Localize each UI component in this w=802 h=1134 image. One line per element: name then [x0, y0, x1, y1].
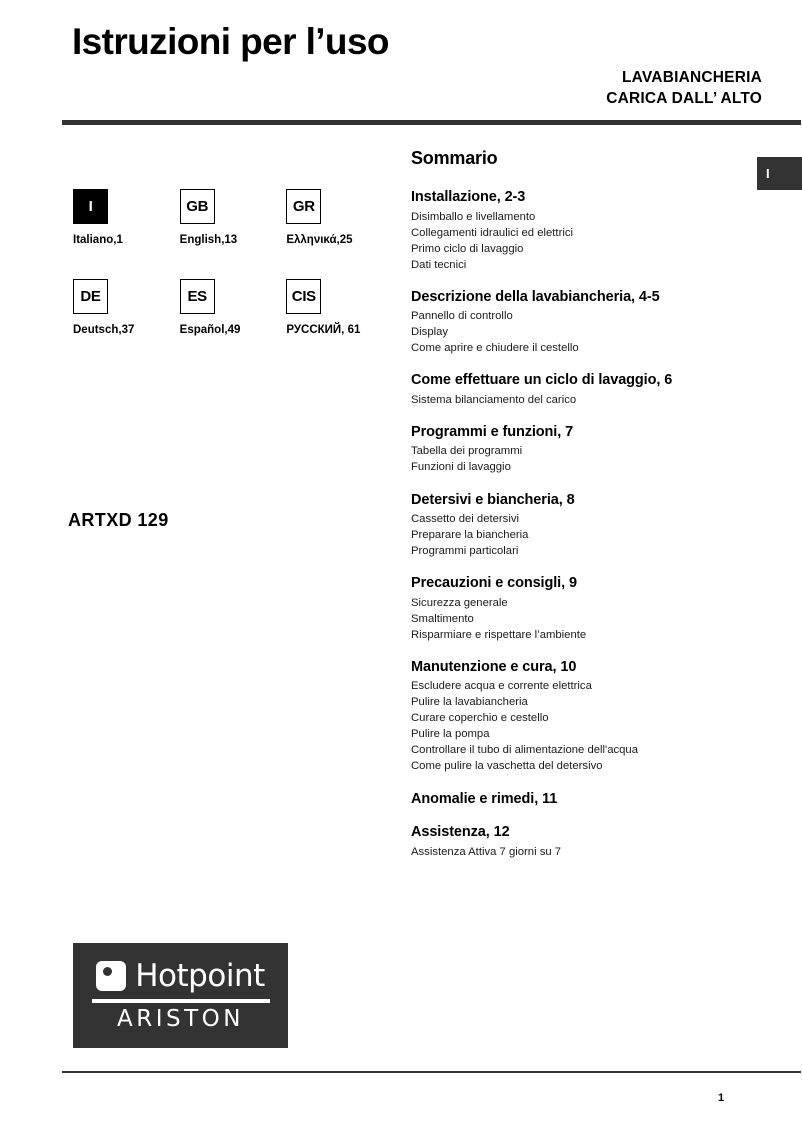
- toc-item[interactable]: Controllare il tubo di alimentazione dell'acqua: [411, 744, 638, 757]
- language-name-label: English,13: [179, 234, 238, 246]
- toc-item[interactable]: Assistenza Attiva 7 giorni su 7: [411, 845, 562, 858]
- toc-item[interactable]: Tabella dei programmi: [411, 445, 523, 458]
- toc-section: [411, 188, 751, 273]
- language-entry-gr[interactable]: [286, 189, 393, 246]
- toc-section-list: [411, 188, 751, 860]
- language-code-badge: I: [73, 189, 108, 224]
- language-code-badge: DE: [73, 279, 108, 314]
- product-type-line-1: LAVABIANCHERIA: [622, 69, 762, 86]
- language-code-badge: CIS: [286, 279, 321, 314]
- toc-item[interactable]: Come pulire la vaschetta del detersivo: [411, 760, 603, 773]
- hotpoint-square-icon: [96, 961, 126, 991]
- toc-item[interactable]: Preparare la biancheria: [411, 529, 529, 542]
- language-row: [73, 279, 393, 336]
- footer-divider: [62, 1071, 801, 1073]
- toc-section-heading[interactable]: Programmi e funzioni, 7: [411, 423, 574, 440]
- toc-item[interactable]: Funzioni di lavaggio: [411, 461, 511, 474]
- language-tab-label: I: [766, 166, 770, 181]
- toc-section-heading[interactable]: Assistenza, 12: [411, 824, 510, 841]
- toc-item[interactable]: Display: [411, 326, 449, 339]
- toc-item[interactable]: Curare coperchio e cestello: [411, 712, 549, 725]
- toc-section-heading[interactable]: Precauzioni e consigli, 9: [411, 575, 577, 592]
- toc-item[interactable]: Primo ciclo di lavaggio: [411, 242, 524, 255]
- language-name-label: РУССКИЙ, 61: [286, 324, 361, 336]
- product-type-line-2: CARICA DALL’ ALTO: [606, 89, 762, 107]
- language-name-label: Ελληνικά,25: [286, 234, 353, 246]
- toc-item[interactable]: Sicurezza generale: [411, 596, 508, 609]
- toc-section: [411, 288, 751, 357]
- language-index-grid: [73, 189, 393, 369]
- toc-section-heading[interactable]: Come effettuare un ciclo di lavaggio, 6: [411, 372, 673, 389]
- language-entry-de[interactable]: [73, 279, 180, 336]
- toc-item[interactable]: Dati tecnici: [411, 258, 467, 271]
- toc-item[interactable]: Smaltimento: [411, 612, 474, 625]
- page-number: 1: [718, 1092, 725, 1104]
- logo-primary-row: [96, 957, 265, 994]
- toc-section: [411, 574, 751, 643]
- table-of-contents: [411, 148, 751, 875]
- toc-item[interactable]: Collegamenti idraulici ed elettrici: [411, 226, 573, 239]
- page-title: Istruzioni per l’uso: [72, 21, 389, 62]
- toc-section-heading[interactable]: Manutenzione e cura, 10: [411, 658, 577, 675]
- logo-divider: [92, 999, 270, 1003]
- language-name-label: Español,49: [179, 324, 241, 336]
- model-code: ARTXD 129: [68, 510, 169, 530]
- language-row: [73, 189, 393, 246]
- toc-item[interactable]: Disimballo e livellamento: [411, 210, 536, 223]
- brand-logo: [73, 943, 288, 1048]
- language-code-badge: GB: [180, 189, 215, 224]
- toc-section-heading[interactable]: Installazione, 2-3: [411, 189, 526, 205]
- language-code-badge: GR: [286, 189, 321, 224]
- toc-section: [411, 491, 751, 560]
- toc-title: Sommario: [411, 148, 498, 168]
- language-entry-cis[interactable]: [286, 279, 393, 336]
- toc-section: [411, 823, 751, 860]
- header-divider: [62, 120, 801, 125]
- toc-item[interactable]: Come aprire e chiudere il cestello: [411, 342, 579, 355]
- toc-item[interactable]: Programmi particolari: [411, 545, 519, 558]
- toc-section: [411, 423, 751, 476]
- toc-section-heading[interactable]: Detersivi e biancheria, 8: [411, 491, 575, 508]
- toc-item[interactable]: Sistema bilanciamento del carico: [411, 393, 577, 406]
- toc-section-heading[interactable]: Anomalie e rimedi, 11: [411, 790, 558, 807]
- language-entry-es[interactable]: [180, 279, 287, 336]
- toc-item[interactable]: Pulire la lavabiancheria: [411, 696, 528, 709]
- language-entry-gb[interactable]: [180, 189, 287, 246]
- toc-item[interactable]: Pannello di controllo: [411, 310, 513, 323]
- language-code-badge: ES: [180, 279, 215, 314]
- toc-item[interactable]: Risparmiare e rispettare l’ambiente: [411, 628, 587, 641]
- toc-item[interactable]: Cassetto dei detersivi: [411, 513, 519, 526]
- toc-section: [411, 371, 751, 408]
- toc-section: [411, 790, 751, 809]
- toc-item[interactable]: Escludere acqua e corrente elettrica: [411, 680, 592, 693]
- toc-section-heading[interactable]: Descrizione della lavabiancheria, 4-5: [411, 288, 660, 305]
- language-name-label: Italiano,1: [73, 234, 123, 246]
- language-name-label: Deutsch,37: [73, 324, 135, 336]
- product-type: [606, 68, 762, 110]
- logo-wordmark: Hotpoint: [135, 957, 265, 994]
- toc-item[interactable]: Pulire la pompa: [411, 728, 490, 741]
- toc-section: [411, 658, 751, 775]
- logo-subbrand: ARISTON: [117, 1005, 244, 1032]
- language-entry-i[interactable]: [73, 189, 180, 246]
- language-tab-italiano: [757, 157, 802, 190]
